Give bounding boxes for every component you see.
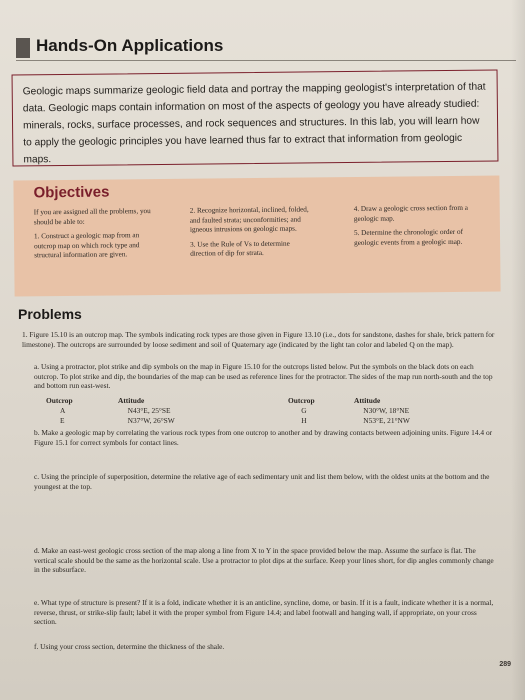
- page-edge-shadow: [511, 0, 525, 700]
- objective-item-5: 5. Determine the chronologic order of geologic events from a geologic map.: [353, 228, 463, 247]
- table-cell: E: [60, 416, 65, 425]
- attitude-table: [46, 396, 476, 426]
- objectives-column-1: [34, 207, 153, 266]
- problem-1c: [34, 472, 496, 491]
- table-row: [46, 406, 476, 416]
- intro-box: [12, 69, 499, 166]
- objectives-column-3: [354, 204, 482, 254]
- objective-item-4: 4. Draw a geologic cross section from a geologic map.: [353, 203, 468, 223]
- header-divider: [16, 60, 516, 61]
- problem-1a: [34, 362, 496, 391]
- table-cell: N53°E, 21°NW: [363, 416, 410, 425]
- table-header: Outcrop: [288, 396, 315, 405]
- table-header: Outcrop: [46, 396, 73, 405]
- objectives-title: Objectives: [33, 183, 110, 202]
- problem-1b: [34, 428, 496, 447]
- table-cell: N30°W, 18°NE: [363, 406, 410, 415]
- table-cell: G: [301, 406, 307, 415]
- problem-1a-text: a. Using a protractor, plot strike and dip symbols on the map in Figure 15.10 for the outcrops listed below. Put the symbols on the black dots on each outcrop. To plot strike and dip, the boundaries of the map can be used as reference lines for the protractor. The sides of the map run north-south and the top and bottom run east-west.: [34, 362, 493, 391]
- table-cell: H: [301, 416, 307, 425]
- table-header: Attitude: [354, 396, 381, 405]
- problem-1b-text: b. Make a geologic map by correlating the various rock types from one outcrop to another and by drawing contacts between adjoining units. Figure 14.4 or Figure 15.1 for correct symbols for contact lines.: [34, 428, 493, 447]
- problems-title: Problems: [18, 306, 82, 322]
- header-accent-bar: [16, 38, 30, 58]
- page-number: 289: [499, 661, 511, 668]
- objectives-lead: If you are assigned all the problems, you should be able to:: [33, 207, 151, 226]
- problem-1e-text: e. What type of structure is present? If it is a fold, indicate whether it is an anticline, syncline, dome, or basin. If it is a fault, indicate whether it is a normal, reverse, thrust, or strike-slip fault; label it with the proper symbol from Figure 14.4; and label footwall and hanging wall, if appropriate, on your cross section.: [34, 598, 494, 627]
- problem-1d-text: d. Make an east-west geologic cross section of the map along a line from X to Y in the space provided below the map. Assume the surface is flat. The vertical scale should be the same as the horizontal scale. Use a protractor to plot dips at the surface. Keep your lines short, for dip angles commonly change in the subsurface.: [34, 546, 494, 575]
- intro-text: Geologic maps summarize geologic field data and portray the mapping geologist's interpretation of that data. Geologic maps contain information on most of the aspects of geology you have already studied: minerals, rocks, surface processes, and rock sequences and structures. In this lab, you will learn how to apply the geologic principles you have learned thus far to extract that information from geologic maps.: [22, 81, 486, 166]
- problem-1f: [34, 642, 496, 652]
- table-header: Attitude: [118, 396, 145, 405]
- problem-1-text: 1. Figure 15.10 is an outcrop map. The symbols indicating rock types are those given in Figure 13.10 (i.e., dots for sandstone, dashes for shale, brick pattern for limestone). The outcrops are surrounded by loose sediment and soil of Quaternary age (indicated by the light tan color and labeled Q on the map).: [22, 330, 495, 349]
- objectives-column-2: [190, 205, 311, 264]
- table-header-row: [46, 396, 476, 406]
- problem-1f-text: f. Using your cross section, determine the thickness of the shale.: [34, 642, 225, 651]
- problem-1d: [34, 546, 496, 575]
- objective-item-2: 2. Recognize horizontal, inclined, folded, and faulted strata; unconformities; and igneous intrusions on geologic maps.: [189, 205, 309, 234]
- table-cell: A: [60, 406, 66, 415]
- section-title: Hands-On Applications: [36, 36, 224, 55]
- objective-item-3: 3. Use the Rule of Vs to determine direction of dip for strata.: [190, 239, 290, 259]
- problem-1c-text: c. Using the principle of superposition, determine the relative age of each sedimentary unit and list them below, with the oldest units at the bottom and the youngest at the top.: [34, 472, 490, 491]
- table-cell: N37°W, 26°SW: [127, 416, 175, 425]
- table-cell: N43°E, 25°SE: [127, 406, 171, 415]
- problem-1e: [34, 598, 496, 627]
- objectives-panel: [13, 175, 500, 296]
- table-row: [46, 416, 476, 426]
- problem-1: [22, 330, 496, 349]
- objective-item-1: 1. Construct a geologic map from an outcrop map on which rock type and structural information are given.: [33, 231, 140, 260]
